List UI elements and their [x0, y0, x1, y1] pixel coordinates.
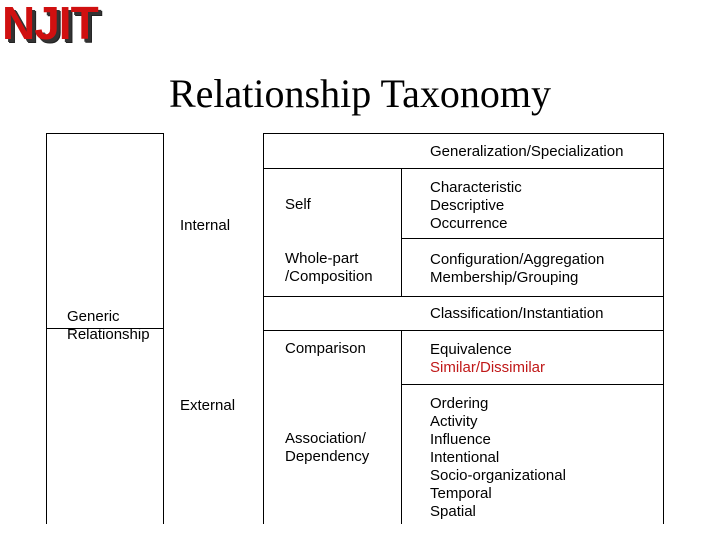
external-label: External	[180, 397, 236, 414]
general-top-line	[263, 133, 663, 134]
njit-logo: NJIT	[2, 0, 98, 49]
comparison-bottom-line	[401, 384, 663, 385]
whole-part-items: Configuration/Aggregation Membership/Grouping	[430, 251, 605, 286]
association-label: Association/ Dependency	[285, 430, 370, 465]
self-items: Characteristic Descriptive Occurrence	[430, 179, 522, 232]
column2-divider	[163, 133, 164, 524]
self-bottom-line	[401, 238, 663, 239]
column4-divider	[401, 168, 402, 296]
generalization-label: Generalization/Specialization	[430, 143, 624, 160]
whole-part-label: Whole-part /Composition	[285, 250, 373, 285]
root-top-line	[46, 133, 163, 134]
comparison-label: Comparison	[285, 340, 366, 357]
diagram-border-right	[663, 133, 664, 524]
association-items: Ordering Activity Influence Intentional Socio-organizational Temporal Spatial	[430, 395, 566, 520]
self-label: Self	[285, 196, 311, 213]
internal-label: Internal	[180, 217, 231, 234]
classification-label: Classification/Instantiation	[430, 305, 604, 322]
similar-dissimilar-highlight: Similar/Dissimilar	[430, 359, 545, 376]
classification-top-line	[263, 296, 663, 297]
classification-bottom-line	[263, 330, 663, 331]
column3-divider	[263, 133, 264, 524]
comparison-items: Equivalence Similar/Dissimilar	[430, 341, 545, 376]
column4-divider-lower	[401, 330, 402, 524]
page-title: Relationship Taxonomy	[169, 71, 551, 116]
generic-relationship-label: Generic Relationship	[67, 308, 150, 343]
general-bottom-line	[263, 168, 663, 169]
